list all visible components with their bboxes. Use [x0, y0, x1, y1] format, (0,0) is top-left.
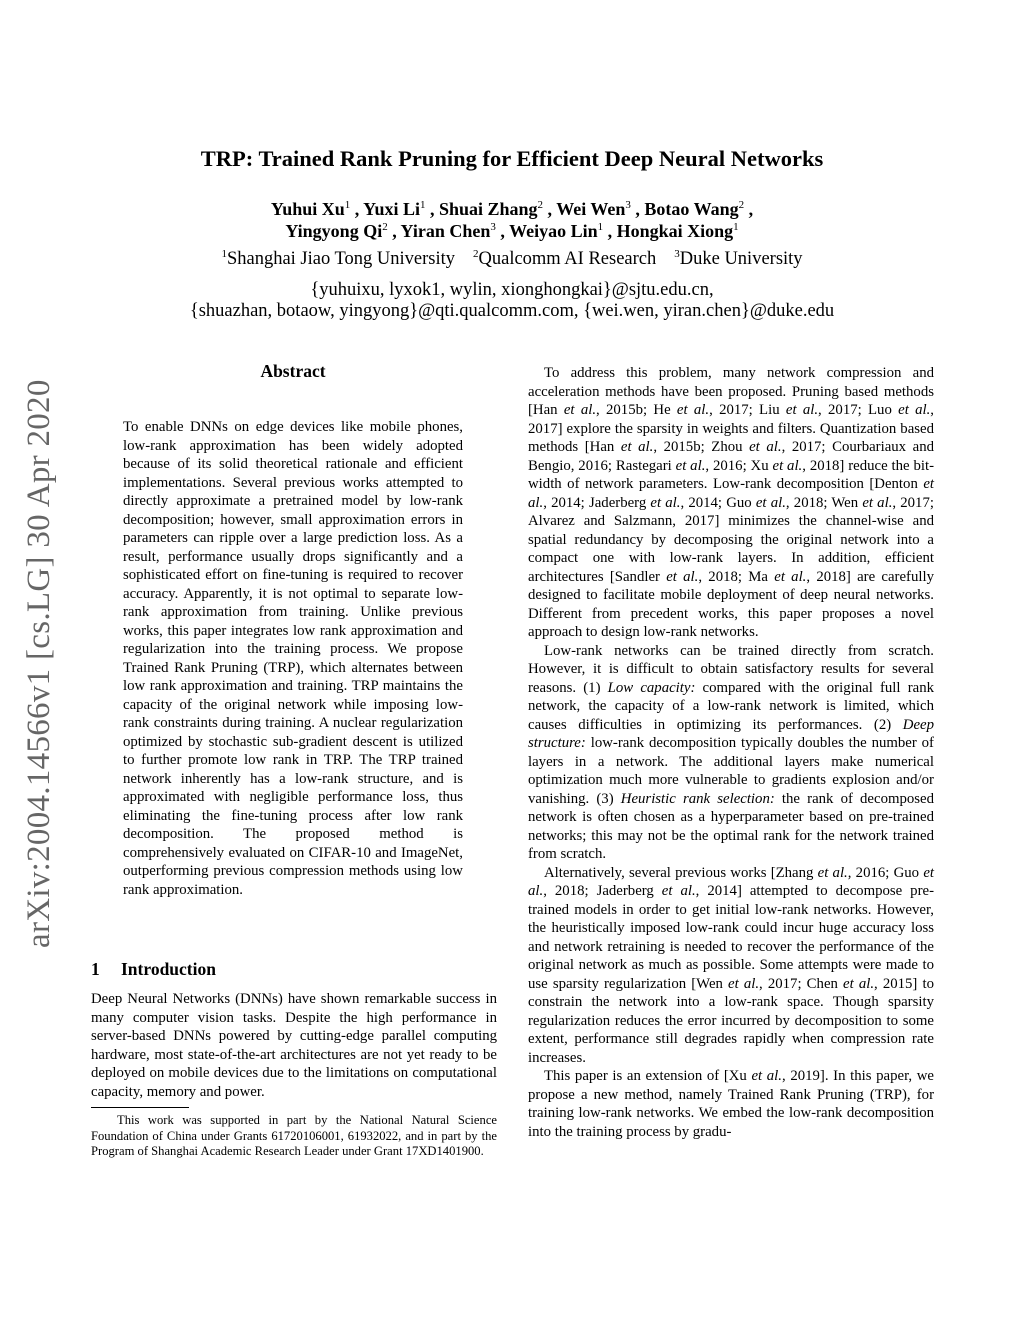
italic-run: et al.	[528, 476, 934, 511]
text-run: , 2018; Wen	[785, 494, 863, 511]
text-run: Alternatively, several previous works [Zhang	[544, 864, 818, 881]
text-run: , 2015b; Zhou	[653, 439, 750, 455]
italic-run: et al.	[661, 883, 696, 899]
italic-run: et al.	[676, 402, 710, 418]
author-name: Hongkai Xiong	[616, 221, 734, 241]
text-run: , 2019]. In this paper, we propose a new method, namely Trained Rank Pruning (TRP), for training low-rank networks. We embed the low-rank decomposition into the training process by gradu-	[528, 1068, 934, 1140]
text-run: , 2017; Chen	[759, 975, 844, 992]
author-name: Botao Wang	[644, 199, 739, 219]
introduction-paragraph-1	[91, 990, 497, 1101]
author-emails-line-2: {shuazhan, botaow, yingyong}@qti.qualcomm.com, {wei.wen, yiran.chen}@duke.edu	[189, 301, 835, 321]
text-run: , 2018] are carefully designed to facilitate mobile deployment of deep neural networks. Different from precedent works, this paper proposes a novel approach to design low-rank networks.	[528, 568, 934, 640]
italic-run: et al.	[563, 402, 597, 418]
text-run: , 2017; Alvarez and Salzmann, 2017] minimizes the channel-wise and spatial redundancy by decomposing the original network into a compact one with low-rank layers. In addition, efficient architectures [Sandler	[528, 494, 934, 585]
text-run: compared with the original full rank network, the capacity of a low-rank network is limited, which causes difficulties in optimizing its performances. (2)	[528, 679, 934, 733]
italic-run: et al.	[774, 568, 807, 585]
author-line-2: Yingyong Qi$^2$ , Yiran Chen$^3$ , Weiyao Lin$^1$ , Hongkai Xiong$^1$	[285, 221, 739, 241]
arxiv-identifier-text: arXiv:2004.14566v1 [cs.LG] 30 Apr 2020	[21, 379, 57, 948]
text-run: This paper is an extension of [Xu	[544, 1068, 752, 1084]
author-name: Shuai Zhang	[438, 199, 538, 219]
text-run: To address this problem, many network compression and acceleration methods have been proposed. Pruning based methods [Han	[528, 365, 934, 418]
text-run: , 2015b; He	[596, 402, 677, 418]
text-run: , 2017; Luo	[818, 402, 899, 418]
text-run: , 2014; Jaderberg	[543, 494, 651, 511]
author-affiliation-mark: 1	[419, 199, 426, 211]
author-affiliation-mark: 1	[733, 221, 739, 233]
right-column-paragraph	[528, 642, 934, 864]
author-affiliation-mark: 1	[597, 221, 604, 233]
italic-run: et al.	[755, 494, 786, 511]
author-affiliation-mark: 1	[344, 199, 351, 211]
text-run: , 2017] explore the sparsity in weights and filters. Quantization based methods [Han	[528, 402, 934, 455]
introduction-text: Deep Neural Networks (DNNs) have shown remarkable success in many computer vision tasks. Despite the high performance in server-based DNNs powered by cutting-edge parallel computing hardware, most state-of-the-art architectures are not yet ready to be deployed on mobile devices due to the limitations on computational capacity, memory and power.	[91, 991, 497, 1100]
author-name: Yuhui Xu	[270, 199, 345, 219]
text-run: , 2015] to constrain the network into a low-rank space. Though sparsity regularization reduces the error incurred by decomposition to some extent, performance still degrades rapidly when compression rate increases.	[528, 975, 934, 1066]
italic-run: et al.	[898, 402, 931, 418]
italic-run: et al.	[666, 568, 699, 585]
text-run: Low-rank networks can be trained directly from scratch. However, it is difficult to obtain satisfactory results for several reasons. (1)	[528, 642, 934, 696]
text-run: low-rank decomposition typically doubles the number of layers in a network. The additional layers make numerical optimization much more vulnerable to gradients explosion and/or vanishing. (3)	[528, 735, 934, 807]
abstract-body	[123, 418, 463, 899]
italic-run: et al.	[772, 457, 803, 474]
footnote	[91, 1113, 497, 1160]
text-run: the rank of decomposed network is often chosen as a hyperparameter based on pre-trained networks; this may not be the optimal rank for the network trained from scratch.	[528, 790, 934, 862]
author-name: Yuxi Li	[363, 199, 420, 219]
author-affiliation-mark: 2	[738, 199, 745, 211]
italic-run: et al.	[843, 975, 875, 992]
text-run: , 2014] attempted to decompose pre-trained models in order to get initial low-rank networks. However, the heuristically imposed low-rank could incur huge accuracy loss and network retraining is needed to recover the performance of the original network as much as possible. Some attempts were made to use sparsity regularization [Wen	[528, 883, 934, 992]
affiliation-name: Qualcomm AI Research	[478, 249, 657, 269]
right-column-paragraph	[528, 1067, 934, 1141]
text-run: , 2014; Guo	[680, 494, 756, 511]
italic-run: Low capacity:	[607, 679, 696, 696]
italic-run: et al.	[675, 457, 706, 474]
text-run: , 2017; Courbariaux and Bengio, 2016; Rastegari	[528, 439, 935, 474]
italic-run: et al.	[785, 402, 819, 418]
author-affiliation-mark: 2	[382, 221, 388, 233]
affiliations	[0, 247, 1024, 271]
section-number: 1	[91, 959, 100, 979]
right-column-body	[528, 364, 934, 1141]
section-title: Introduction	[121, 959, 216, 979]
paper-title: TRP: Trained Rank Pruning for Efficient Deep Neural Networks	[200, 146, 824, 171]
abstract-heading: Abstract	[260, 361, 326, 381]
author-name: Yingyong Qi	[285, 221, 383, 241]
text-run: , 2018] reduce the bit-width of network parameters. Low-rank decomposition [Denton	[528, 457, 935, 492]
italic-run: et al.	[749, 439, 782, 455]
affiliation-name: Shanghai Jiao Tong University	[226, 249, 455, 269]
italic-run: et al.	[620, 439, 654, 455]
author-name: Wei Wen	[556, 199, 626, 219]
section-heading-introduction	[91, 959, 216, 980]
italic-run: et al.	[751, 1068, 782, 1084]
text-run: , 2018; Jaderberg	[543, 883, 662, 899]
author-name: Yiran Chen	[400, 221, 491, 241]
text-run: , 2018; Ma	[698, 568, 775, 585]
italic-run: et al.	[862, 494, 893, 511]
italic-run: et al.	[650, 494, 681, 511]
text-run: , 2017; Liu	[709, 402, 786, 418]
author-affiliation-mark: 3	[490, 221, 496, 233]
text-run: , 2016; Guo	[847, 864, 924, 881]
author-affiliation-mark: 3	[625, 199, 631, 211]
author-emails-line-1: {yuhuixu, lyxok1, wylin, xionghongkai}@sjtu.edu.cn,	[310, 280, 714, 300]
text-run: , 2016; Xu	[705, 457, 773, 474]
author-line-1: Yuhui Xu$^1$ , Yuxi Li$^1$ , Shuai Zhang$^2$ , Wei Wen$^3$ , Botao Wang$^2$ ,	[270, 199, 754, 219]
italic-run: Deep structure:	[528, 716, 934, 751]
right-column-paragraph	[528, 364, 934, 642]
author-affiliation-mark: 2	[537, 199, 544, 211]
affiliation-mark: 3	[674, 248, 680, 260]
abstract-text: To enable DNNs on edge devices like mobile phones, low-rank approximation has been widely adopted because of its solid theoretical rationale and efficient implementations. Several previous works attempted to directly approximate a pretrained model by low-rank decomposition; however, small approximation errors in parameters can ripple over a large prediction loss. As a result, performance usually drops significantly and a sophisticated effort on fine-tuning is required to recover accuracy. Apparently, it is not optimal to separate low-rank approximation from training. Unlike previous works, this paper integrates low rank approximation and regularization into the training process. We propose Trained Rank Pruning (TRP), which alternates between low rank approximation and training. TRP maintains the capacity of the original network while imposing low-rank constraints during training. A nuclear regularization optimized by stochastic sub-gradient descent is utilized to further promote low rank in TRP. The TRP trained network inherently has a low-rank structure, and is approximated with negligible performance loss, thus eliminating the fine-tuning process after low rank decomposition. The proposed method is comprehensively evaluated on CIFAR-10 and ImageNet, outperforming previous compression methods using low rank approximation.	[123, 419, 463, 898]
footnote-rule	[91, 1107, 189, 1108]
affiliation-mark: 1	[221, 248, 227, 260]
italic-run: et al.	[817, 864, 848, 881]
italic-run: Heuristic rank selection:	[620, 790, 775, 807]
affiliation-name: Duke University	[679, 249, 803, 269]
italic-run: et al.	[728, 975, 760, 992]
affiliation-mark: 2	[473, 248, 479, 260]
right-column-paragraph	[528, 864, 934, 1068]
author-name: Weiyao Lin	[509, 221, 598, 241]
italic-run: et al.	[528, 864, 934, 899]
footnote-text: This work was supported in part by the National Natural Science Foundation of China under Grants 61720106001, 61932022, and in part by the Program of Shanghai Academic Research Leader under Grant 17XD1401900.	[91, 1113, 497, 1158]
